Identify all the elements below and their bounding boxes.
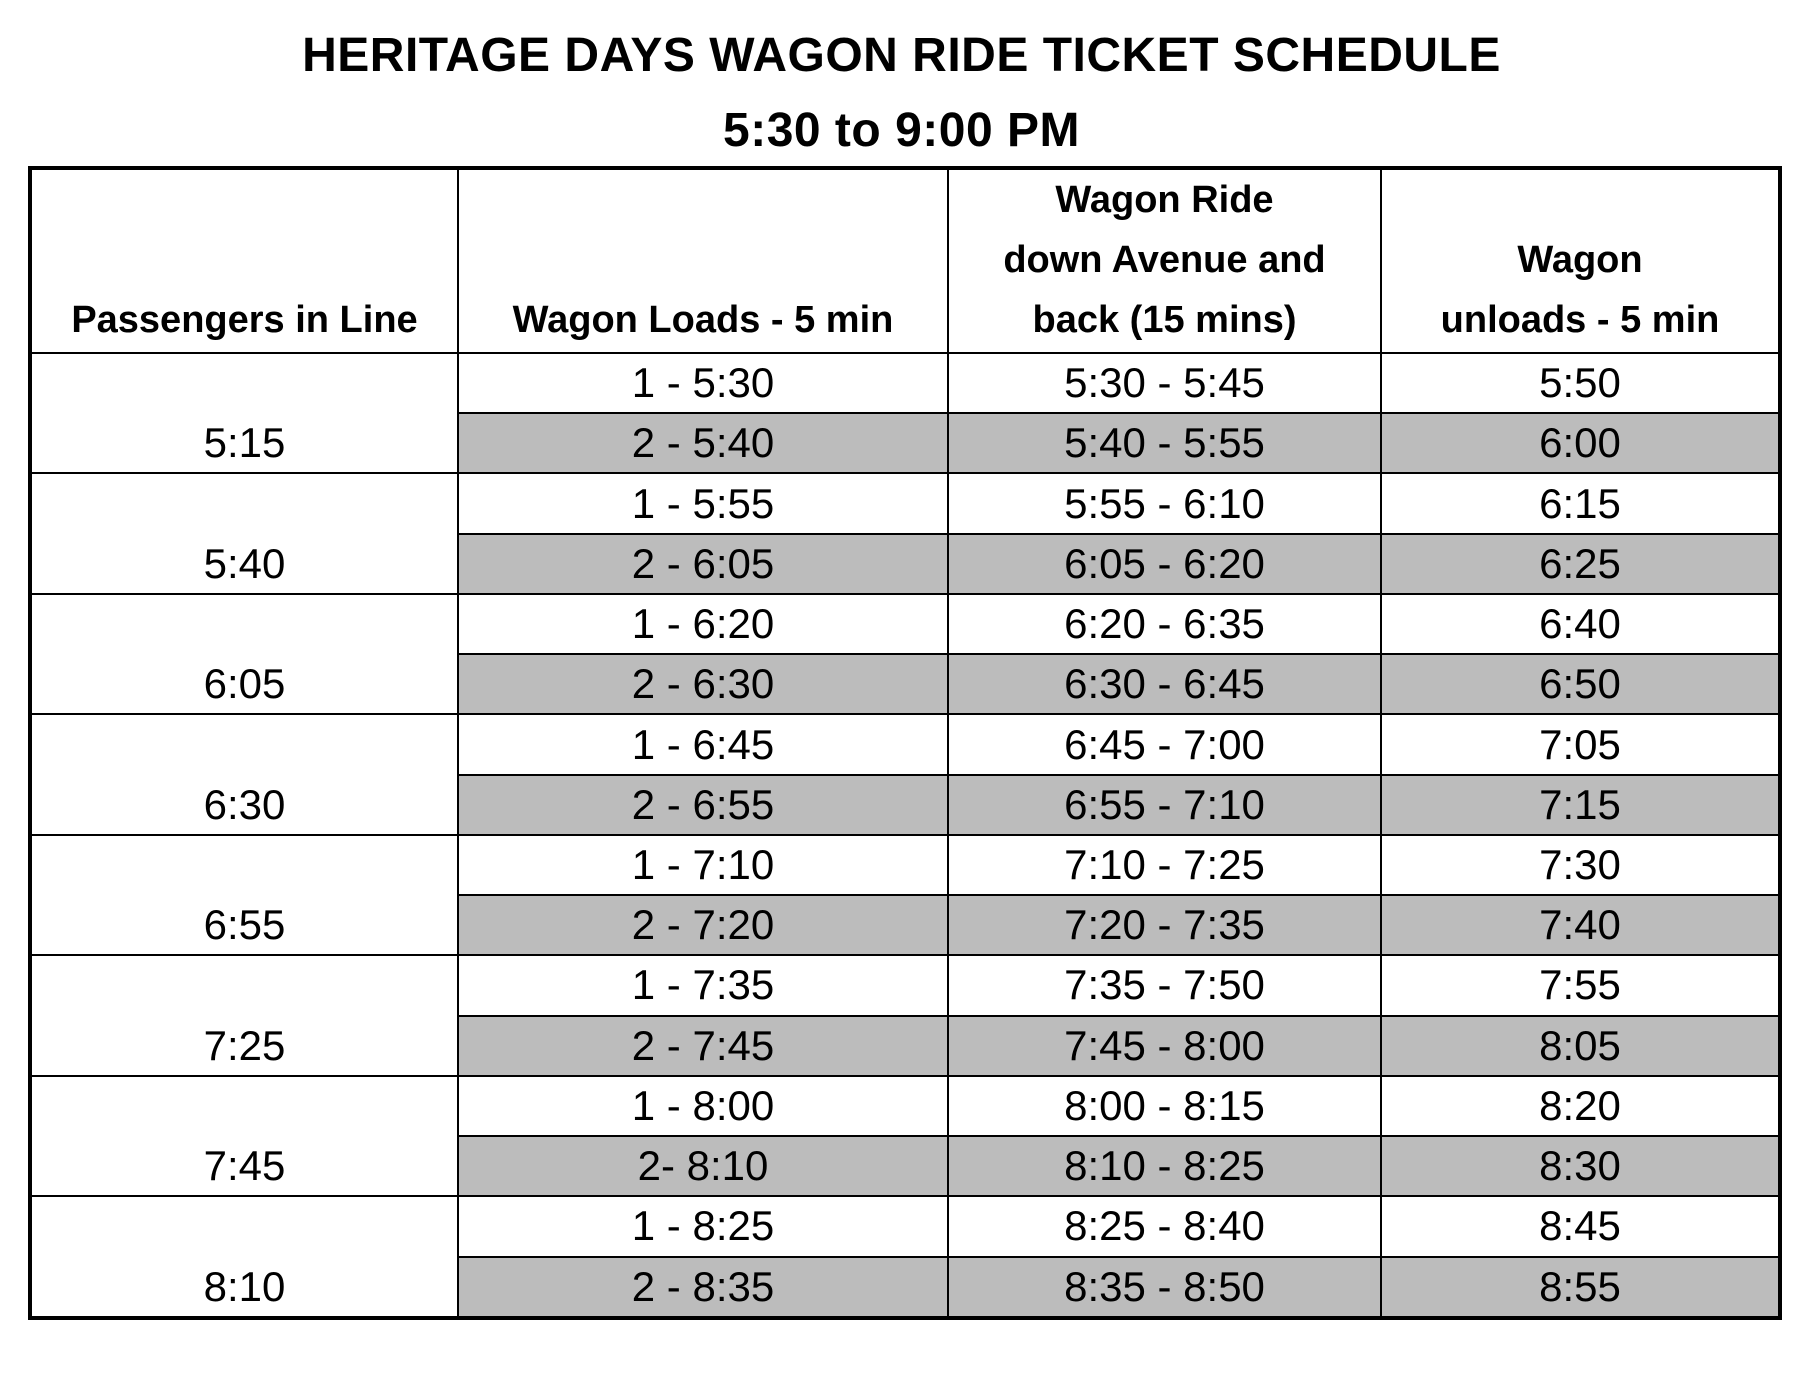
- load-cell: 2- 8:10: [458, 1136, 948, 1196]
- unload-cell: 8:45: [1381, 1196, 1780, 1256]
- ride-cell: 5:40 - 5:55: [948, 413, 1381, 473]
- unload-cell: 7:30: [1381, 835, 1780, 895]
- load-cell: 1 - 6:20: [458, 594, 948, 654]
- passengers-cell: 5:40: [30, 473, 458, 593]
- header-unloads: [1381, 168, 1780, 353]
- unload-cell: 7:15: [1381, 775, 1780, 835]
- unload-cell: 6:25: [1381, 534, 1780, 594]
- header-passengers-label: Passengers in Line: [71, 299, 418, 341]
- load-cell: 1 - 8:25: [458, 1196, 948, 1256]
- unload-cell: 6:40: [1381, 594, 1780, 654]
- unload-cell: 7:40: [1381, 895, 1780, 955]
- unload-cell: 8:30: [1381, 1136, 1780, 1196]
- unload-cell: 6:50: [1381, 654, 1780, 714]
- header-loads-label: Wagon Loads - 5 min: [512, 299, 894, 341]
- passengers-cell: 8:10: [30, 1196, 458, 1318]
- page-subtitle: 5:30 to 9:00 PM: [723, 104, 1080, 157]
- passengers-cell: 6:30: [30, 714, 458, 834]
- table-row: [30, 594, 1780, 654]
- passengers-cell: 7:45: [30, 1076, 458, 1196]
- passengers-cell: 5:15: [30, 353, 458, 473]
- load-cell: 2 - 7:45: [458, 1016, 948, 1076]
- ride-cell: 7:20 - 7:35: [948, 895, 1381, 955]
- unload-cell: 7:05: [1381, 714, 1780, 774]
- ride-cell: 8:10 - 8:25: [948, 1136, 1381, 1196]
- ride-cell: 6:45 - 7:00: [948, 714, 1381, 774]
- load-cell: 1 - 8:00: [458, 1076, 948, 1136]
- schedule-table: [28, 166, 1782, 1320]
- table-row: [30, 955, 1780, 1015]
- header-ride-line1: Wagon Ride: [1055, 179, 1274, 221]
- unload-cell: 8:55: [1381, 1257, 1780, 1318]
- ride-cell: 8:00 - 8:15: [948, 1076, 1381, 1136]
- unload-cell: 8:20: [1381, 1076, 1780, 1136]
- load-cell: 1 - 7:10: [458, 835, 948, 895]
- ride-cell: 7:45 - 8:00: [948, 1016, 1381, 1076]
- header-ride: [948, 168, 1381, 353]
- load-cell: 2 - 8:35: [458, 1257, 948, 1318]
- ride-cell: 5:30 - 5:45: [948, 353, 1381, 413]
- load-cell: 1 - 5:55: [458, 473, 948, 533]
- table-row: [30, 1196, 1780, 1256]
- passengers-cell: 6:55: [30, 835, 458, 955]
- load-cell: 1 - 7:35: [458, 955, 948, 1015]
- ride-cell: 6:05 - 6:20: [948, 534, 1381, 594]
- unload-cell: 6:15: [1381, 473, 1780, 533]
- ride-cell: 5:55 - 6:10: [948, 473, 1381, 533]
- header-ride-line2: down Avenue and: [1003, 239, 1326, 281]
- table-row: [30, 1076, 1780, 1136]
- ride-cell: 6:30 - 6:45: [948, 654, 1381, 714]
- ride-cell: 7:10 - 7:25: [948, 835, 1381, 895]
- ride-cell: 8:25 - 8:40: [948, 1196, 1381, 1256]
- load-cell: 1 - 6:45: [458, 714, 948, 774]
- passengers-cell: 6:05: [30, 594, 458, 714]
- table-row: [30, 353, 1780, 413]
- table-row: [30, 835, 1780, 895]
- load-cell: 2 - 6:55: [458, 775, 948, 835]
- ride-cell: 7:35 - 7:50: [948, 955, 1381, 1015]
- header-ride-line3: back (15 mins): [1032, 299, 1297, 341]
- unload-cell: 6:00: [1381, 413, 1780, 473]
- load-cell: 2 - 6:30: [458, 654, 948, 714]
- unload-cell: 5:50: [1381, 353, 1780, 413]
- load-cell: 1 - 5:30: [458, 353, 948, 413]
- unload-cell: 8:05: [1381, 1016, 1780, 1076]
- header-unloads-line2: unloads - 5 min: [1440, 299, 1720, 341]
- table-row: [30, 714, 1780, 774]
- ride-cell: 6:20 - 6:35: [948, 594, 1381, 654]
- header-unloads-line1: Wagon: [1517, 239, 1643, 281]
- page-title: HERITAGE DAYS WAGON RIDE TICKET SCHEDULE: [302, 29, 1501, 82]
- load-cell: 2 - 6:05: [458, 534, 948, 594]
- header-loads: [458, 168, 948, 353]
- header-row: [30, 168, 1780, 353]
- load-cell: 2 - 7:20: [458, 895, 948, 955]
- ride-cell: 6:55 - 7:10: [948, 775, 1381, 835]
- table-row: [30, 473, 1780, 533]
- header-passengers: [30, 168, 458, 353]
- passengers-cell: 7:25: [30, 955, 458, 1075]
- ride-cell: 8:35 - 8:50: [948, 1257, 1381, 1318]
- unload-cell: 7:55: [1381, 955, 1780, 1015]
- load-cell: 2 - 5:40: [458, 413, 948, 473]
